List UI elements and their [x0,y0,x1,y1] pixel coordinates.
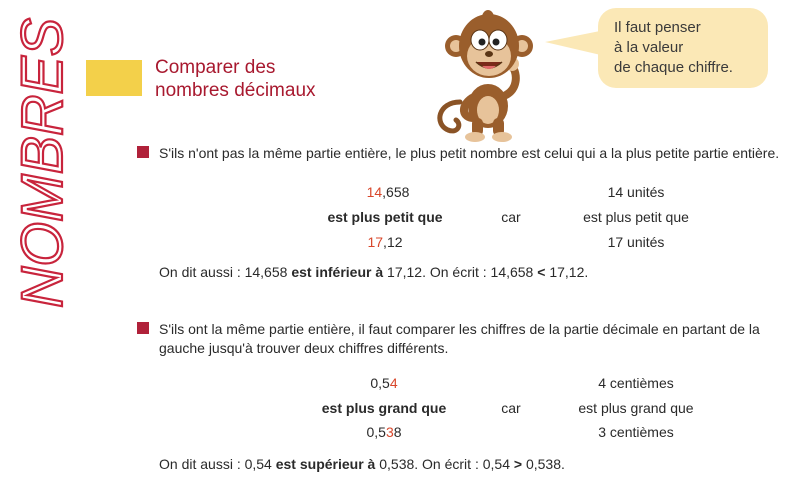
section2-car: car [501,400,521,416]
heading-marker [86,60,142,96]
section1-number1-dec: ,658 [382,184,410,200]
speech-bubble-tail [545,28,605,58]
section2-number1 [370,374,397,392]
section2-bullet [137,322,149,334]
section1-number2-dec: ,12 [383,234,403,250]
bubble-line1: Il faut penser [614,19,701,36]
section2-note-mid: 0,538. On écrit : 0,54 [375,456,514,472]
section2-number1-pre: 0,5 [370,375,390,391]
section1-note [159,264,588,280]
section1-comparison: est plus petit que [327,209,443,225]
section1-number2-int: 17 [367,234,384,250]
section2-number2-post: 8 [393,424,402,440]
section1-car: car [501,209,521,225]
section2-note-end: 0,538. [522,456,565,472]
section2-note-bold: est supérieur à [275,456,376,472]
section2-comparison: est plus grand que [321,400,447,416]
section1-note-mid: 17,12. On écrit : 14,658 [383,264,538,280]
section2-rule: S'ils ont la même partie entière, il faut comparer les chiffres de la partie décimale en partant de la gauche jusqu'à trouver deux chiffres différents. [159,321,760,356]
section1-number1 [367,183,410,201]
section2-number1-digit: 4 [389,375,398,391]
section1-units-comparison: est plus petit que [583,209,689,225]
bubble-line3: de chaque chiffre. [614,59,733,76]
speech-bubble [598,8,768,88]
page-title-line2: nombres décimaux [155,80,316,101]
section1-units2: 17 unités [607,234,665,250]
section1-note-start: On dit aussi : 14,658 [159,264,292,280]
section2-units1: 4 centièmes [598,375,674,391]
section1-note-end: 17,12. [545,264,589,280]
side-title [6,12,76,312]
section1-units1: 14 unités [607,184,665,200]
section1-note-bold: est inférieur à [291,264,384,280]
section2-number2-digit: 3 [385,424,394,440]
monkey-mascot-icon [432,6,544,144]
page-title-line1: Comparer des [155,57,276,78]
section1-number2 [367,233,402,251]
section1-bullet [137,146,149,158]
section2-units-comparison: est plus grand que [578,400,694,416]
section2-note-symbol: > [513,456,523,472]
section2-note [159,456,565,472]
section2-number2-pre: 0,5 [366,424,386,440]
section1-rule: S'ils n'ont pas la même partie entière, le plus petit nombre est celui qui a la plus petite partie entière. [159,145,780,161]
section1-number1-int: 14 [366,184,383,200]
section1-note-symbol: < [537,264,546,280]
bubble-line2: à la valeur [614,39,684,56]
section2-note-start: On dit aussi : 0,54 [159,456,276,472]
page-title [155,56,316,102]
section2-units2: 3 centièmes [598,424,674,440]
side-title-text: NOMBRES [10,14,75,308]
section2-number2 [366,423,401,441]
